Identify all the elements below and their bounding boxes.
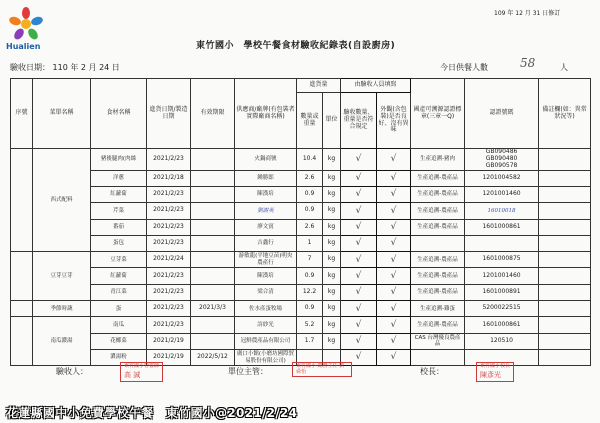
cell-cert: GB090486 GB090480 GB090578 — [465, 149, 539, 171]
cell-check-look: √ — [377, 219, 411, 235]
cell-expiry: 2021/3/3 — [191, 301, 235, 317]
cell-label — [411, 349, 465, 365]
cell-cert: 1601000875 — [465, 252, 539, 268]
cell-unit: kg — [323, 284, 341, 300]
col-check-amount: 驗收數量、重量是否符合規定 — [341, 93, 377, 149]
cell-cert: 1201001460 — [465, 186, 539, 202]
col-cert: 認證號碼 — [465, 79, 539, 149]
cell-expiry — [191, 252, 235, 268]
col-receiver-group: 由驗收人員填寫 — [341, 79, 411, 93]
table-row — [11, 301, 591, 317]
cell-date: 2021/2/23 — [147, 268, 191, 284]
receiver-stamp — [120, 362, 163, 382]
cell-food: 蛋包 — [91, 235, 147, 251]
cell-check-look: √ — [377, 235, 411, 251]
meal-count-unit: 人 — [560, 63, 568, 72]
cell-label: 生產追溯-農產品 — [411, 268, 465, 284]
cell-supplier: 鍾勝郎 — [235, 170, 297, 186]
cell-check-look: √ — [377, 317, 411, 333]
principal-stamp-name: 陳彥光 — [480, 370, 501, 379]
cell-food: 蛋 — [91, 301, 147, 317]
cell-date: 2021/2/23 — [147, 219, 191, 235]
col-label: 國產可溯源認證標章(三章一Q) — [411, 79, 465, 149]
cell-supplier: 火鍋商號 — [235, 149, 297, 171]
cell-qty: 0.9 — [297, 268, 323, 284]
principal-stamp — [476, 362, 514, 382]
cell-date: 2021/2/23 — [147, 235, 191, 251]
cell-check-look: √ — [377, 284, 411, 300]
cell-date: 2021/2/18 — [147, 170, 191, 186]
cell-check-amount: √ — [341, 349, 377, 365]
cell-date: 2021/2/23 — [147, 284, 191, 300]
cell-expiry — [191, 235, 235, 251]
cell-expiry — [191, 219, 235, 235]
cell-remark — [539, 219, 591, 235]
page-title: 東竹國小 學校午餐食材驗收紀錄表(自設廚房) — [196, 41, 396, 51]
cell-remark — [539, 349, 591, 365]
cell-qty: 1.7 — [297, 333, 323, 349]
director-stamp-text: 東竹國小 總務主任 劉舜怡 — [296, 363, 345, 375]
col-seq: 序號 — [11, 79, 33, 149]
table-row — [11, 333, 591, 349]
cell-check-look: √ — [377, 349, 411, 365]
cell-expiry — [191, 284, 235, 300]
cell-dish: 西式配料 — [33, 149, 91, 252]
cell-label: 生產追溯-農產品 — [411, 170, 465, 186]
cell-label — [411, 235, 465, 251]
cell-food: 豆芽菜 — [91, 252, 147, 268]
cell-date: 2021/2/23 — [147, 317, 191, 333]
table-row — [11, 268, 591, 284]
receiver-stamp-name: 高 誠 — [124, 370, 141, 379]
cell-food: 青江菜 — [91, 284, 147, 300]
cell-dish: 季節時蔬 — [33, 301, 91, 317]
cell-label: 生產追溯-雞蛋 — [411, 301, 465, 317]
director-label: 單位主管： — [228, 367, 268, 376]
cell-remark — [539, 203, 591, 219]
cell-qty: 0.9 — [297, 203, 323, 219]
cell-cert: 1601000861 — [465, 219, 539, 235]
cell-supplier: 詩紗光 — [235, 317, 297, 333]
cell-food: 番茄 — [91, 219, 147, 235]
date-label: 驗收日期： — [10, 63, 50, 72]
cell-check-amount: √ — [341, 268, 377, 284]
cell-check-look: √ — [377, 333, 411, 349]
cell-supplier: 游敏龍(平地豆苗)明央農產行 — [235, 252, 297, 268]
cell-unit: kg — [323, 235, 341, 251]
cell-supplier: 佐水產蛋牧場 — [235, 301, 297, 317]
cell-check-look: √ — [377, 252, 411, 268]
cell-check-look: √ — [377, 268, 411, 284]
cell-seq — [11, 301, 33, 317]
cell-label: 生產追溯-農產品 — [411, 252, 465, 268]
receiver-label: 驗收人： — [56, 367, 88, 376]
table-body — [11, 149, 591, 366]
cell-supplier: 廖文賓 — [235, 219, 297, 235]
cell-remark — [539, 268, 591, 284]
photo-caption: 花蓮縣國中小免費學校午餐 東竹國小@2021/2/24 — [6, 406, 298, 420]
cell-unit: kg — [323, 186, 341, 202]
col-food: 食材名稱 — [91, 79, 147, 149]
cell-unit: kg — [323, 219, 341, 235]
cell-date: 2021/2/24 — [147, 252, 191, 268]
meal-count-value: 58 — [520, 56, 536, 70]
date-value: 110 年 2 月 24 日 — [52, 63, 120, 72]
cell-remark — [539, 252, 591, 268]
cell-check-amount: √ — [341, 333, 377, 349]
table-row — [11, 284, 591, 300]
cell-check-amount: √ — [341, 203, 377, 219]
table-row — [11, 252, 591, 268]
cell-check-amount: √ — [341, 317, 377, 333]
meal-count-label: 今日供餐人數 — [440, 63, 488, 72]
cell-label: 生產追溯-農產品 — [411, 186, 465, 202]
cell-remark — [539, 149, 591, 171]
cell-check-amount: √ — [341, 284, 377, 300]
cell-qty: 0.9 — [297, 186, 323, 202]
cell-food: 洋蔥 — [91, 170, 147, 186]
cell-cert: 16010018 — [465, 203, 539, 219]
cell-remark — [539, 170, 591, 186]
cell-supplier: 冠鮮農產品有限公司 — [235, 333, 297, 349]
inspection-date — [10, 62, 120, 73]
cell-label: 生產追溯-農產品 — [411, 284, 465, 300]
cell-date: 2021/2/23 — [147, 301, 191, 317]
cell-check-look: √ — [377, 203, 411, 219]
cell-unit: kg — [323, 252, 341, 268]
cell-seq — [11, 149, 33, 252]
cell-dish: 南瓜濃湯 — [33, 317, 91, 366]
cell-supplier: 梁合清 — [235, 284, 297, 300]
cell-expiry — [191, 268, 235, 284]
cell-remark — [539, 317, 591, 333]
cell-food: 濃湯粉 — [91, 349, 147, 365]
cell-unit: kg — [323, 170, 341, 186]
cell-remark — [539, 284, 591, 300]
cell-supplier: 廣口小館(小磨坊國際貿易股份有限公司) — [235, 349, 297, 365]
cell-label: 生產追溯-農產品 — [411, 317, 465, 333]
cell-check-look: √ — [377, 186, 411, 202]
table-row — [11, 203, 591, 219]
cell-supplier: 陳漢培 — [235, 186, 297, 202]
cell-qty: 0.9 — [297, 301, 323, 317]
col-dish: 菜單名稱 — [33, 79, 91, 149]
revision-note: 109 年 12 月 31 日修訂 — [494, 10, 561, 17]
cell-qty: 10.4 — [297, 149, 323, 171]
col-qty: 數量或重量 — [297, 93, 323, 149]
cell-check-amount: √ — [341, 170, 377, 186]
cell-expiry — [191, 170, 235, 186]
cell-remark — [539, 186, 591, 202]
cell-cert: 5200022515 — [465, 301, 539, 317]
cell-remark — [539, 301, 591, 317]
col-supplier: 供應商/廠牌(有包裝者實際廠商名稱) — [235, 79, 297, 149]
director-stamp — [292, 362, 352, 377]
cell-check-look: √ — [377, 149, 411, 171]
hualien-logo-icon — [6, 4, 46, 44]
cell-date: 2021/2/23 — [147, 203, 191, 219]
cell-check-amount: √ — [341, 301, 377, 317]
receiver-stamp-title: 東竹國小營養師 — [124, 363, 160, 369]
cell-unit: kg — [323, 203, 341, 219]
cell-qty: 2.6 — [297, 170, 323, 186]
cell-expiry: 2022/5/12 — [191, 349, 235, 365]
cell-dish: 豆芽豆芽 — [33, 252, 91, 301]
cell-cert: 1201001460 — [465, 268, 539, 284]
cell-food: 紅蘿蔔 — [91, 268, 147, 284]
cell-food: 芹菜 — [91, 203, 147, 219]
cell-date: 2021/2/19 — [147, 333, 191, 349]
table-row — [11, 317, 591, 333]
cell-check-amount: √ — [341, 186, 377, 202]
cell-unit: kg — [323, 268, 341, 284]
cell-supplier: 吉鑫行 — [235, 235, 297, 251]
cell-remark — [539, 333, 591, 349]
cell-expiry — [191, 333, 235, 349]
cell-unit: kg — [323, 333, 341, 349]
cell-check-amount: √ — [341, 235, 377, 251]
cell-label: 生產追溯-農產品 — [411, 203, 465, 219]
cell-check-look: √ — [377, 301, 411, 317]
cell-qty: 5.2 — [297, 317, 323, 333]
cell-supplier: 陳漢培 — [235, 268, 297, 284]
col-expiry: 有效期限 — [191, 79, 235, 149]
cell-expiry — [191, 317, 235, 333]
cell-food: 花椰菜 — [91, 333, 147, 349]
cell-date: 2021/2/19 — [147, 349, 191, 365]
cell-date: 2021/2/23 — [147, 149, 191, 171]
cell-unit: kg — [323, 301, 341, 317]
cell-date: 2021/2/23 — [147, 186, 191, 202]
cell-unit: kg — [323, 317, 341, 333]
cell-check-amount: √ — [341, 252, 377, 268]
cell-cert — [465, 235, 539, 251]
cell-label: CAS 台灣優良農產品 — [411, 333, 465, 349]
cell-supplier: 劉謝英 — [235, 203, 297, 219]
table-row — [11, 170, 591, 186]
cell-cert: 1601000891 — [465, 284, 539, 300]
principal-stamp-title: 東竹國小校長 — [480, 363, 511, 369]
table-row — [11, 186, 591, 202]
col-purchase: 進貨量 — [297, 79, 341, 93]
cell-food: 紅蘿蔔 — [91, 186, 147, 202]
inspection-table — [10, 78, 591, 366]
logo-text: Hualien — [6, 42, 41, 51]
cell-qty: 12.2 — [297, 284, 323, 300]
cell-check-amount: √ — [341, 219, 377, 235]
cell-label: 生產追溯-豬肉 — [411, 149, 465, 171]
col-prod-date: 進貨日期/製造日期 — [147, 79, 191, 149]
cell-food: 南瓜 — [91, 317, 147, 333]
cell-food: 豬後腿肉(肉絲 — [91, 149, 147, 171]
cell-qty: 1 — [297, 235, 323, 251]
cell-seq — [11, 317, 33, 366]
col-unit: 單位 — [323, 93, 341, 149]
cell-seq — [11, 252, 33, 301]
cell-cert: 1201004582 — [465, 170, 539, 186]
cell-remark — [539, 235, 591, 251]
cell-check-look: √ — [377, 170, 411, 186]
cell-qty: 2.6 — [297, 219, 323, 235]
cell-unit: kg — [323, 149, 341, 171]
cell-label: 生產追溯-農產品 — [411, 219, 465, 235]
table-row — [11, 235, 591, 251]
principal-label: 校長： — [420, 367, 444, 376]
cell-qty: 7 — [297, 252, 323, 268]
cell-expiry — [191, 203, 235, 219]
cell-cert: 1601000861 — [465, 317, 539, 333]
cell-check-amount: √ — [341, 149, 377, 171]
table-row — [11, 219, 591, 235]
col-check-look: 外觀(含包裝)是否良好、沒有異味 — [377, 93, 411, 149]
cell-expiry — [191, 186, 235, 202]
table-row — [11, 149, 591, 171]
cell-cert: 120510 — [465, 333, 539, 349]
cell-expiry — [191, 149, 235, 171]
col-remark: 備註欄(如：異常狀況等) — [539, 79, 591, 149]
